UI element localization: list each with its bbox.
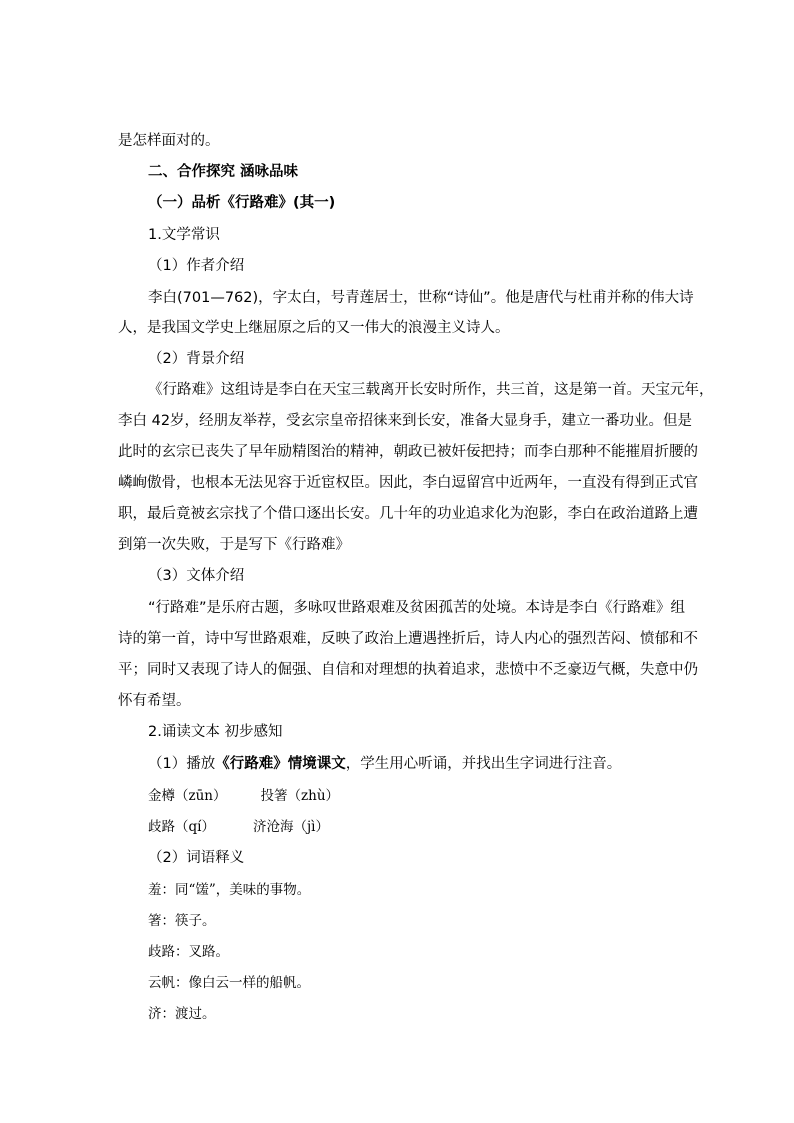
paragraph-line: 李白 42岁，经朋友举荐，受玄宗皇帝招徕来到长安，准备大显身手，建立一番功业。但是	[118, 413, 693, 429]
definition-line: 云帆：像白云一样的船帆。	[148, 975, 310, 991]
text-line: 是怎样面对的。	[118, 133, 220, 149]
paragraph-line: 到第一次失败，于是写下《行路难》	[118, 537, 350, 553]
paragraph-line: 李白(701—762)，字太白，号青莲居士，世称“诗仙”。他是唐代与杜甫并称的伟大诗	[148, 290, 694, 306]
item-heading: （2）词语释义	[148, 850, 245, 866]
vocab-item: 投箸（zhù）	[260, 788, 340, 804]
paragraph-line: “行路难”是乐府古题，多咏叹世路艰难及贫困孤苦的处境。本诗是李白《行路难》组	[148, 600, 686, 616]
paragraph-line: 人，是我国文学史上继屈原之后的又一伟大的浪漫主义诗人。	[118, 320, 510, 336]
paragraph-line: 平；同时又表现了诗人的倔强、自信和对理想的执着追求，悲愤中不乏豪迈气概，失意中仍	[118, 662, 698, 678]
vocab-line	[148, 817, 329, 837]
item-heading: （3）文体介绍	[148, 568, 245, 584]
vocab-item: 济沧海（jì）	[252, 819, 329, 835]
paragraph-line: 《行路难》这组诗是李白在天宝三载离开长安时所作，共三首，这是第一首。天宝元年，	[148, 382, 714, 398]
item-heading: （1）作者介绍	[148, 258, 245, 274]
definition-line: 济：渡过。	[148, 1006, 216, 1022]
section-heading: 二、合作探究 涵咏品味	[148, 164, 299, 180]
paragraph-line: 职，最后竟被玄宗找了个借口逐出长安。几十年的功业追求化为泡影，李白在政治道路上遭	[118, 506, 698, 522]
item-heading: （2）背景介绍	[148, 351, 245, 367]
vocab-item: 金樽（zūn）	[148, 788, 227, 804]
paragraph-line: 怀有希望。	[118, 693, 191, 709]
text-segment: （1）播放	[148, 756, 216, 772]
definition-line: 箸：筷子。	[148, 913, 216, 929]
item-heading: 1.文学常识	[148, 227, 220, 243]
paragraph-line: 诗的第一首，诗中写世路艰难，反映了政治上遭遇挫折后，诗人内心的强烈苦闷、愤郁和不	[118, 631, 698, 647]
item-heading: 2.诵读文本 初步感知	[148, 724, 283, 740]
vocab-line	[148, 786, 339, 806]
text-segment-bold: 《行路难》情境课文	[215, 756, 346, 772]
paragraph-line	[148, 754, 621, 774]
definition-line: 歧路：叉路。	[148, 944, 229, 960]
paragraph-line: 嶙峋傲骨，也根本无法见容于近宦权臣。因此，李白逗留宫中近两年，一直没有得到正式官	[118, 475, 698, 491]
text-segment: ，学生用心听诵，并找出生字词进行注音。	[345, 756, 622, 772]
definition-line: 羞：同“馐”，美味的事物。	[148, 882, 311, 898]
subsection-heading: （一）品析《行路难》(其一)	[148, 195, 336, 211]
paragraph-line: 此时的玄宗已丧失了早年励精图治的精神，朝政已被奸佞把持；而李白那种不能摧眉折腰的	[118, 444, 698, 460]
vocab-item: 歧路（qí）	[148, 819, 215, 835]
